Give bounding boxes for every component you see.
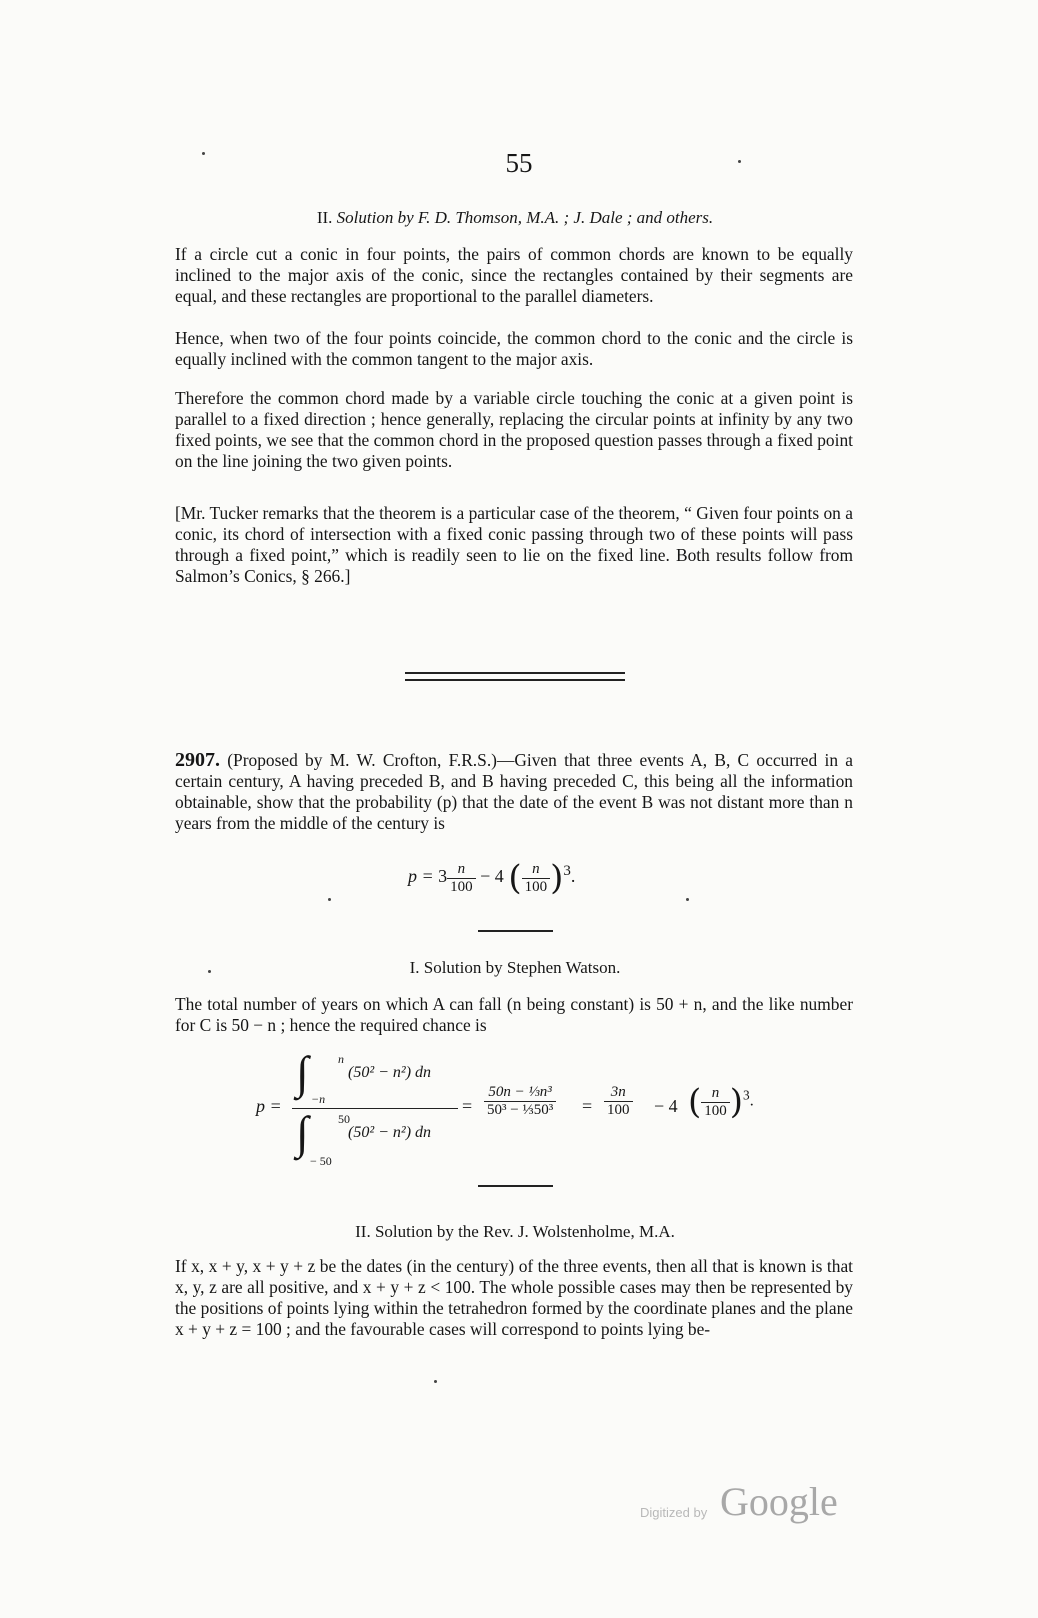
- question-number: 2907.: [175, 749, 220, 771]
- formula-frac-paren: $\frac{n}{100}$: [522, 861, 551, 896]
- scan-speck: [686, 898, 689, 901]
- formula-watson: p = ∫ n −n (50² − n²) dn ∫ 50 − 50 (50² − n²) dn = $\frac{\text{50n − ⅓n³}}{\text{50³ − ⅓50³}}$ = $\frac{3n}{100}$ − 4 ( $\frac{n}{100}$ )$^3$.: [256, 1047, 754, 1168]
- google-logo: Google: [720, 1479, 838, 1524]
- paragraph-therefore: Therefore the common chord made by a variable circle touching the conic at a given point is parallel to a fixed direction ; hence generally, replacing the circular points at infinity by any two fixed points, we see that the common chord in the proposed question passes through a fixed point on the line joining the two given points.: [175, 388, 853, 471]
- formula-lhs: p =: [408, 866, 434, 887]
- heading-num: II.: [316, 208, 333, 227]
- solution-heading-watson: I. Solution by Stephen Watson.: [409, 958, 621, 977]
- section-heading-thomson: [175, 208, 855, 228]
- paragraph-wolstenholme: If x, x + y, x + y + z be the dates (in the century) of the three events, then all that is known is that x, y, z are all positive, and x + y + z < 100. The whole possible cases may then be represented by the positions of points lying within the tetrahedron formed by the coordinate planes and the plane x + y + z = 100 ; and the favourable cases will correspond to points lying be-: [175, 1256, 853, 1339]
- scan-speck: [328, 898, 331, 901]
- paragraph-chords: If a circle cut a conic in four points, the pairs of common chords are known to be equally inclined to the major axis of the conic, since the rectangles contained by their segments are equal, and these rectangles are proportional to the parallel diameters.: [175, 244, 853, 306]
- scan-speck: [738, 160, 741, 163]
- scan-speck: [208, 970, 211, 973]
- section-divider: [405, 672, 625, 681]
- watson-lhs: p =: [256, 1096, 282, 1116]
- page-number: 55: [505, 148, 533, 178]
- paragraph-watson: The total number of years on which A can fall (n being constant) is 50 + n, and the like number for C is 50 − n ; hence the required chance is: [175, 994, 853, 1035]
- scan-speck: [434, 1380, 437, 1383]
- digitized-label: Digitized by: [640, 1505, 708, 1520]
- formula-crofton: p = 3 $\frac{n}{100}$ − 4 ( $\frac{n}{100}$ )$^3$.: [408, 858, 576, 898]
- formula-coef: 3: [438, 866, 448, 887]
- question-2907: [175, 750, 853, 834]
- question-text: (Proposed by M. W. Crofton, F.R.S.)—Given that three events A, B, C occurred in a certain century, A having preceded B, and B having preceded C, this being all the information obtainable, show that the probability (p) that the date of the event B was not distant more than n years from the middle of the century is: [175, 750, 853, 833]
- rule-short-2: [478, 1185, 553, 1187]
- watson-mid-frac: $\frac{\text{50n − ⅓n³}}{\text{50³ − ⅓50³}}$: [484, 1084, 556, 1119]
- formula-frac: $\frac{n}{100}$: [447, 861, 476, 896]
- formula-power: 3: [563, 863, 571, 880]
- rule-short-1: [478, 930, 553, 932]
- scan-speck: [202, 152, 205, 155]
- paragraph-hence: Hence, when two of the four points coincide, the common chord to the conic and the circle is equally inclined with the common tangent to the major axis.: [175, 328, 853, 369]
- paragraph-tucker-remark: [Mr. Tucker remarks that the theorem is a particular case of the theorem, “ Given four points on a conic, its chord of intersection with a fixed conic passing through two of these points will pass through a fixed point,” which is readily seen to lie on the fixed line. Both results follow from Salmon’s Conics, § 266.]: [175, 503, 853, 586]
- watson-rhs-frac: $\frac{3n}{100}$: [604, 1084, 633, 1119]
- solution-heading-wolstenholme: II. Solution by the Rev. J. Wolstenholme, M.A.: [355, 1222, 675, 1241]
- formula-minus: − 4: [480, 866, 504, 887]
- heading-text: Solution by F. D. Thomson, M.A. ; J. Dale ; and others.: [336, 208, 714, 227]
